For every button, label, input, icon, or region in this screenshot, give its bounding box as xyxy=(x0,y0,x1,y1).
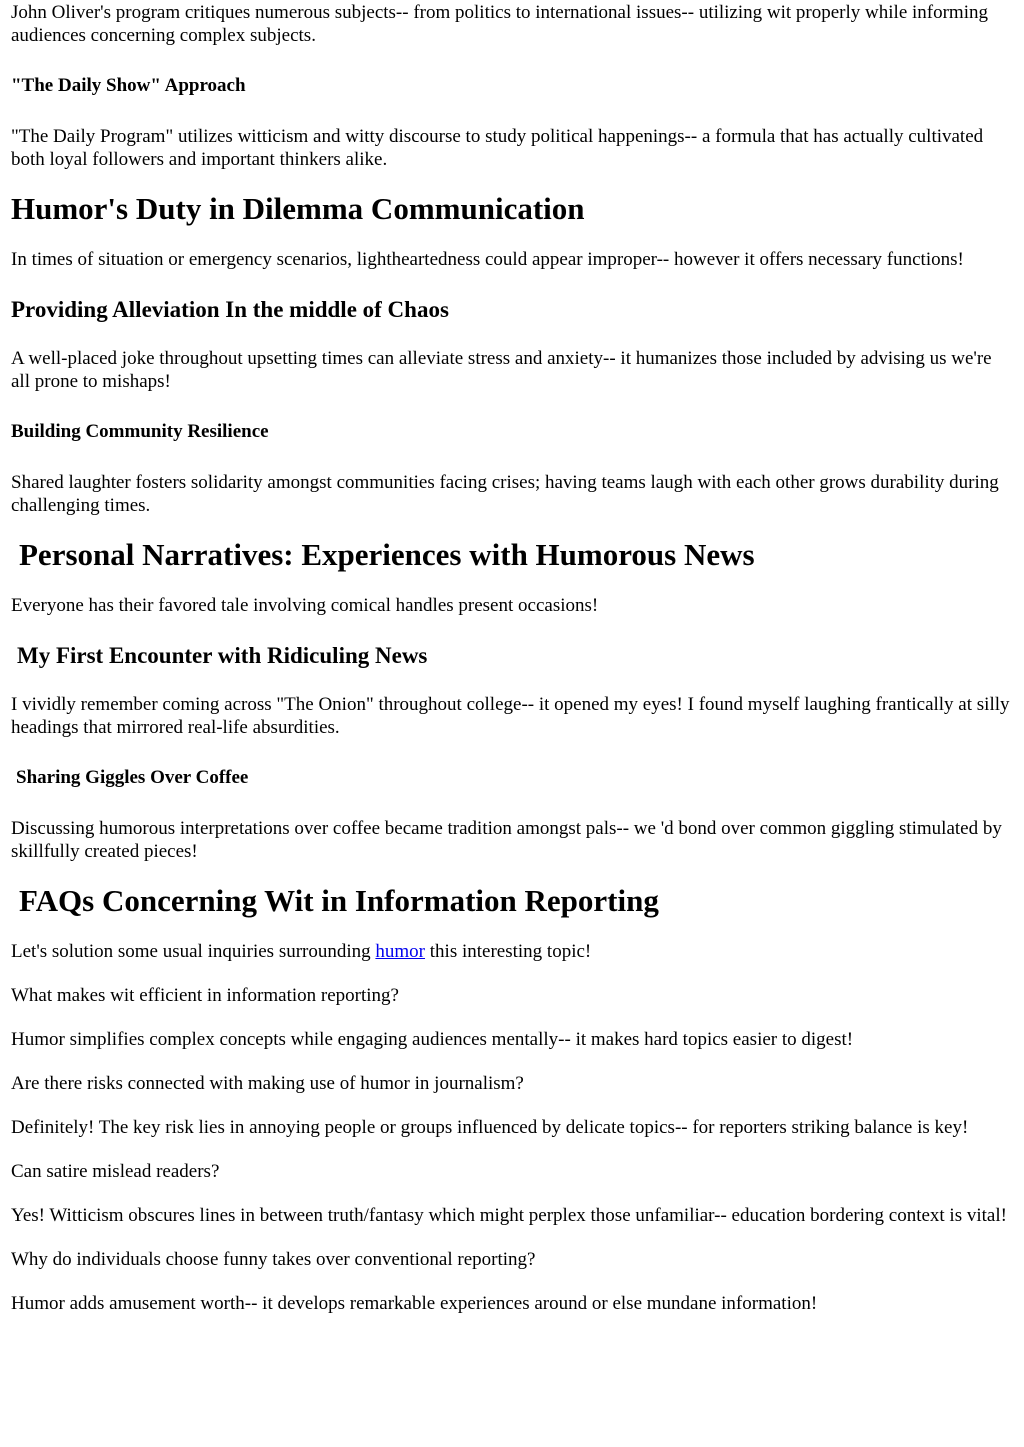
faq-intro-before: Let's solution some usual inquiries surrounding xyxy=(11,941,376,962)
daily-show-paragraph: "The Daily Program" utilizes witticism and witty discourse to study political happenings-- a formula that has actually cultivated both loyal followers and important thinkers alike. xyxy=(11,126,984,170)
faq-answer: Definitely! The key risk lies in annoying people or groups influenced by delicate topics-- for reporters striking balance is key! xyxy=(11,1117,969,1138)
first-encounter-paragraph: I vividly remember coming across "The Onion" throughout college-- it opened my eyes! I found myself laughing frantically at silly headings that mirrored real-life absurdities. xyxy=(11,694,1010,738)
faq-heading: FAQs Concerning Wit in Information Reporting xyxy=(19,883,659,918)
faq-answer: Yes! Witticism obscures lines in between truth/fantasy which might perplex those unfamiliar-- education bordering context is vital! xyxy=(11,1205,1007,1226)
faq-answer: Humor simplifies complex concepts while engaging audiences mentally-- it makes hard topics easier to digest! xyxy=(11,1029,854,1050)
resilience-paragraph: Shared laughter fosters solidarity amongst communities facing crises; having teams laugh with each other grows durability during challenging times. xyxy=(11,472,999,516)
coffee-paragraph: Discussing humorous interpretations over coffee became tradition amongst pals-- we 'd bond over common giggling stimulated by skillfully created pieces! xyxy=(11,818,1002,862)
relief-paragraph: A well-placed joke throughout upsetting times can alleviate stress and anxiety-- it humanizes those included by advising us we're all prone to mishaps! xyxy=(11,348,992,392)
personal-heading: Personal Narratives: Experiences with Humorous News xyxy=(19,537,755,572)
relief-heading: Providing Alleviation In the middle of Chaos xyxy=(11,297,449,322)
faq-intro-after: this interesting topic! xyxy=(425,941,592,962)
faq-question: Are there risks connected with making use of humor in journalism? xyxy=(11,1073,524,1094)
faq-question: What makes wit efficient in information reporting? xyxy=(11,985,399,1006)
humor-link[interactable]: humor xyxy=(375,941,426,962)
crisis-heading: Humor's Duty in Dilemma Communication xyxy=(11,191,585,226)
faq-question: Why do individuals choose funny takes over conventional reporting? xyxy=(11,1249,536,1270)
personal-paragraph: Everyone has their favored tale involving comical handles present occasions! xyxy=(11,595,599,616)
intro-paragraph: John Oliver's program critiques numerous subjects-- from politics to international issues-- utilizing wit properly while informing audiences concerning complex subjects. xyxy=(11,2,988,46)
resilience-heading: Building Community Resilience xyxy=(11,421,269,442)
faq-answer: Humor adds amusement worth-- it develops remarkable experiences around or else mundane information! xyxy=(11,1293,818,1314)
daily-show-heading: "The Daily Show" Approach xyxy=(11,75,246,96)
first-encounter-heading: My First Encounter with Ridiculing News xyxy=(17,643,428,668)
coffee-heading: Sharing Giggles Over Coffee xyxy=(16,767,249,788)
faq-intro xyxy=(11,940,1013,963)
faq-question: Can satire mislead readers? xyxy=(11,1161,220,1182)
crisis-paragraph: In times of situation or emergency scenarios, lightheartedness could appear improper-- however it offers necessary functions! xyxy=(11,249,964,270)
article-body xyxy=(0,1,1024,1315)
